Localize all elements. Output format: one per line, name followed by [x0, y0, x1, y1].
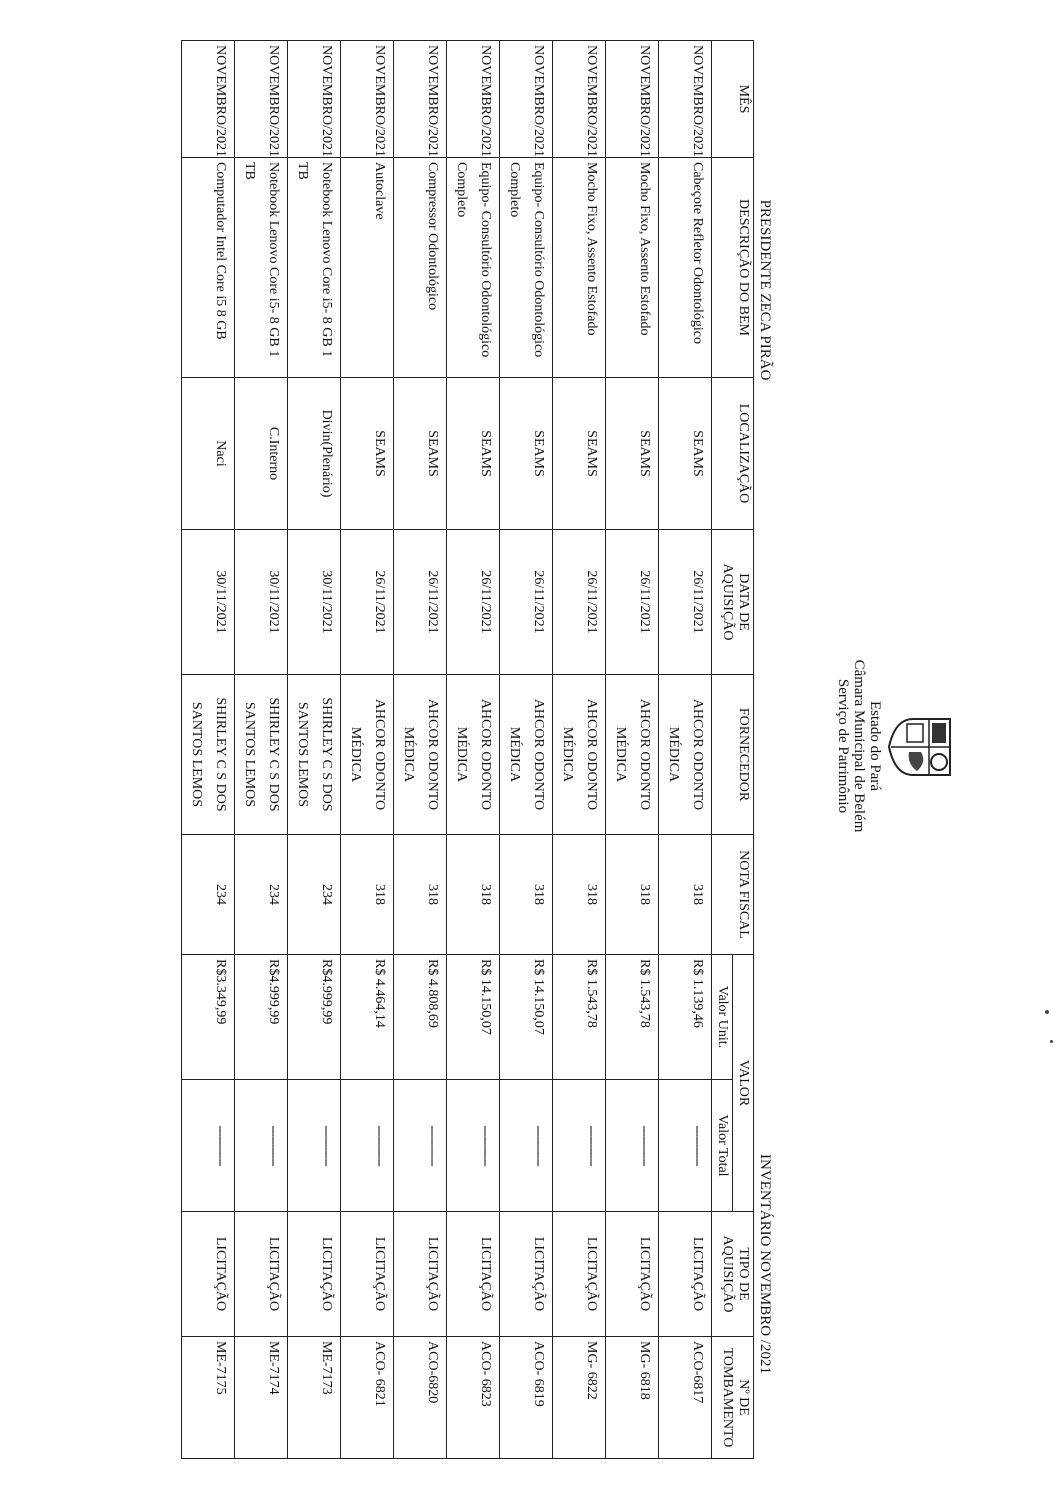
- cell-data: 30/11/2021: [182, 530, 235, 675]
- cell-valor-unit: R$ 1.543,78: [553, 955, 606, 1080]
- cell-valor-unit: R$ 14.150,07: [447, 955, 500, 1080]
- cell-valor-unit: R$ 1.139,46: [659, 955, 712, 1080]
- cell-valor-unit: R$4.999,99: [288, 955, 341, 1080]
- cell-localizacao: SEAMS: [553, 378, 606, 530]
- cell-descricao: Mocho Fixo, Assento Estofado: [606, 158, 659, 378]
- cell-localizacao: SEAMS: [659, 378, 712, 530]
- cell-mes: NOVEMBRO/2021: [553, 41, 606, 158]
- cell-tombamento: ACO-6817: [659, 1337, 712, 1459]
- cell-tipo: LICITAÇÃO: [182, 1212, 235, 1337]
- cell-localizacao: C.Interno: [235, 378, 288, 530]
- header-nota: NOTA FISCAL: [712, 835, 754, 955]
- municipal-crest-icon: [887, 716, 953, 778]
- cell-nota: 318: [553, 835, 606, 955]
- table-row: [288, 41, 341, 1459]
- cell-tombamento: ME-7174: [235, 1337, 288, 1459]
- cell-descricao: Mocho Fixo, Assento Estofado: [553, 158, 606, 378]
- cell-data: 26/11/2021: [553, 530, 606, 675]
- header-localizacao: LOCALIZAÇÃO: [712, 378, 754, 530]
- cell-tombamento: ACO- 6821: [341, 1337, 394, 1459]
- cell-nota: 318: [394, 835, 447, 955]
- cell-localizacao: Naci: [182, 378, 235, 530]
- table-row: [447, 41, 500, 1459]
- cell-tombamento: ME-7175: [182, 1337, 235, 1459]
- cell-tombamento: ACO- 6823: [447, 1337, 500, 1459]
- cell-valor-total: -----------: [553, 1080, 606, 1212]
- header-data: DATA DE AQUISIÇÃO: [712, 530, 754, 675]
- cell-descricao: Autoclave: [341, 158, 394, 378]
- table-row: [606, 41, 659, 1459]
- cell-data: 26/11/2021: [606, 530, 659, 675]
- cell-fornecedor: SHIRLEY C S DOS SANTOS LEMOS: [235, 675, 288, 835]
- cell-nota: 318: [341, 835, 394, 955]
- cell-valor-unit: R$3.349,99: [182, 955, 235, 1080]
- cell-tombamento: ACO-6820: [394, 1337, 447, 1459]
- cell-mes: NOVEMBRO/2021: [447, 41, 500, 158]
- cell-valor-total: -----------: [235, 1080, 288, 1212]
- cell-fornecedor: SHIRLEY C S DOS SANTOS LEMOS: [288, 675, 341, 835]
- cell-data: 30/11/2021: [288, 530, 341, 675]
- cell-fornecedor: AHCOR ODONTO MÉDICA: [341, 675, 394, 835]
- header-tombamento: Nº DE TOMBAMENTO: [712, 1337, 754, 1459]
- cell-descricao: Notebook Lenovo Core i5- 8 GB 1 TB: [288, 158, 341, 378]
- table-row: [659, 41, 712, 1459]
- cell-tipo: LICITAÇÃO: [659, 1212, 712, 1337]
- cell-mes: NOVEMBRO/2021: [659, 41, 712, 158]
- cell-localizacao: SEAMS: [341, 378, 394, 530]
- header-valor: VALOR: [733, 955, 754, 1212]
- cell-fornecedor: SHIRLEY C S DOS SANTOS LEMOS: [182, 675, 235, 835]
- scan-speck: [1050, 1040, 1053, 1043]
- cell-tipo: LICITAÇÃO: [235, 1212, 288, 1337]
- cell-fornecedor: AHCOR ODONTO MÉDICA: [606, 675, 659, 835]
- cell-nota: 318: [606, 835, 659, 955]
- cell-tombamento: MG- 6822: [553, 1337, 606, 1459]
- cell-fornecedor: AHCOR ODONTO MÉDICA: [659, 675, 712, 835]
- cell-tipo: LICITAÇÃO: [341, 1212, 394, 1337]
- cell-data: 26/11/2021: [341, 530, 394, 675]
- cell-tipo: LICITAÇÃO: [447, 1212, 500, 1337]
- cell-mes: NOVEMBRO/2021: [394, 41, 447, 158]
- cell-tombamento: ACO- 6819: [500, 1337, 553, 1459]
- cell-descricao: Cabeçote Refletor Odontológico: [659, 158, 712, 378]
- cell-descricao: Computador Intel Core i5 8 GB: [182, 158, 235, 378]
- scan-speck: [1045, 1010, 1049, 1014]
- cell-nota: 234: [288, 835, 341, 955]
- inventory-title: INVENTÁRIO NOVEMBRO /2021: [757, 1154, 773, 1374]
- cell-localizacao: Divin(Plenário): [288, 378, 341, 530]
- cell-tombamento: MG- 6818: [606, 1337, 659, 1459]
- cell-valor-total: -----------: [182, 1080, 235, 1212]
- header-fornecedor: FORNECEDOR: [712, 675, 754, 835]
- cell-fornecedor: AHCOR ODONTO MÉDICA: [394, 675, 447, 835]
- cell-data: 30/11/2021: [235, 530, 288, 675]
- cell-nota: 318: [659, 835, 712, 955]
- header-mes: MÊS: [712, 41, 754, 158]
- cell-tipo: LICITAÇÃO: [394, 1212, 447, 1337]
- cell-data: 26/11/2021: [500, 530, 553, 675]
- cell-valor-total: -----------: [288, 1080, 341, 1212]
- inventory-rows: [182, 41, 712, 1459]
- cell-mes: NOVEMBRO/2021: [341, 41, 394, 158]
- cell-descricao: Equipo- Consultório Odontológico Completo: [500, 158, 553, 378]
- cell-tipo: LICITAÇÃO: [606, 1212, 659, 1337]
- table-row: [235, 41, 288, 1459]
- cell-valor-total: -----------: [394, 1080, 447, 1212]
- table-row: [500, 41, 553, 1459]
- cell-valor-total: -----------: [500, 1080, 553, 1212]
- cell-valor-unit: R$4.999,99: [235, 955, 288, 1080]
- president-title: PRESIDENTE ZECA PIRÃO: [757, 199, 773, 381]
- header-descricao: DESCRIÇÃO DO BEM: [712, 158, 754, 378]
- cell-fornecedor: AHCOR ODONTO MÉDICA: [553, 675, 606, 835]
- cell-nota: 234: [235, 835, 288, 955]
- table-row: [553, 41, 606, 1459]
- cell-mes: NOVEMBRO/2021: [182, 41, 235, 158]
- cell-mes: NOVEMBRO/2021: [288, 41, 341, 158]
- cell-valor-unit: R$ 4.808,69: [394, 955, 447, 1080]
- cell-tombamento: ME-7173: [288, 1337, 341, 1459]
- cell-nota: 318: [500, 835, 553, 955]
- header-chamber: Câmara Municipal de Belém: [851, 659, 867, 833]
- cell-localizacao: SEAMS: [500, 378, 553, 530]
- cell-valor-total: -----------: [606, 1080, 659, 1212]
- table-row: [182, 41, 235, 1459]
- cell-tipo: LICITAÇÃO: [288, 1212, 341, 1337]
- cell-valor-total: -----------: [447, 1080, 500, 1212]
- cell-mes: NOVEMBRO/2021: [606, 41, 659, 158]
- header-tipo: TIPO DE AQUISIÇÃO: [712, 1212, 754, 1337]
- cell-data: 26/11/2021: [394, 530, 447, 675]
- cell-valor-total: -----------: [341, 1080, 394, 1212]
- cell-data: 26/11/2021: [447, 530, 500, 675]
- cell-valor-unit: R$ 4.464,14: [341, 955, 394, 1080]
- cell-valor-unit: R$ 1.543,78: [606, 955, 659, 1080]
- cell-fornecedor: AHCOR ODONTO MÉDICA: [500, 675, 553, 835]
- cell-fornecedor: AHCOR ODONTO MÉDICA: [447, 675, 500, 835]
- cell-mes: NOVEMBRO/2021: [500, 41, 553, 158]
- cell-data: 26/11/2021: [659, 530, 712, 675]
- cell-descricao: Equipo- Consultório Odontológico Completo: [447, 158, 500, 378]
- cell-valor-unit: R$ 14.150,07: [500, 955, 553, 1080]
- cell-localizacao: SEAMS: [394, 378, 447, 530]
- cell-tipo: LICITAÇÃO: [500, 1212, 553, 1337]
- cell-valor-total: -----------: [659, 1080, 712, 1212]
- cell-localizacao: SEAMS: [606, 378, 659, 530]
- cell-nota: 234: [182, 835, 235, 955]
- cell-localizacao: SEAMS: [447, 378, 500, 530]
- cell-nota: 318: [447, 835, 500, 955]
- cell-mes: NOVEMBRO/2021: [235, 41, 288, 158]
- table-row: [394, 41, 447, 1459]
- cell-tipo: LICITAÇÃO: [553, 1212, 606, 1337]
- header-service: Serviço de Patrimônio: [835, 678, 851, 814]
- cell-descricao: Notebook Lenovo Core i5- 8 GB 1 TB: [235, 158, 288, 378]
- inventory-table: [181, 40, 754, 1459]
- header-valor-total: Valor Total: [712, 1080, 733, 1212]
- header-valor-unit: Valor Unit.: [712, 955, 733, 1080]
- table-row: [341, 41, 394, 1459]
- header-state: Estado do Pará: [867, 701, 883, 791]
- cell-descricao: Compressor Odontológico: [394, 158, 447, 378]
